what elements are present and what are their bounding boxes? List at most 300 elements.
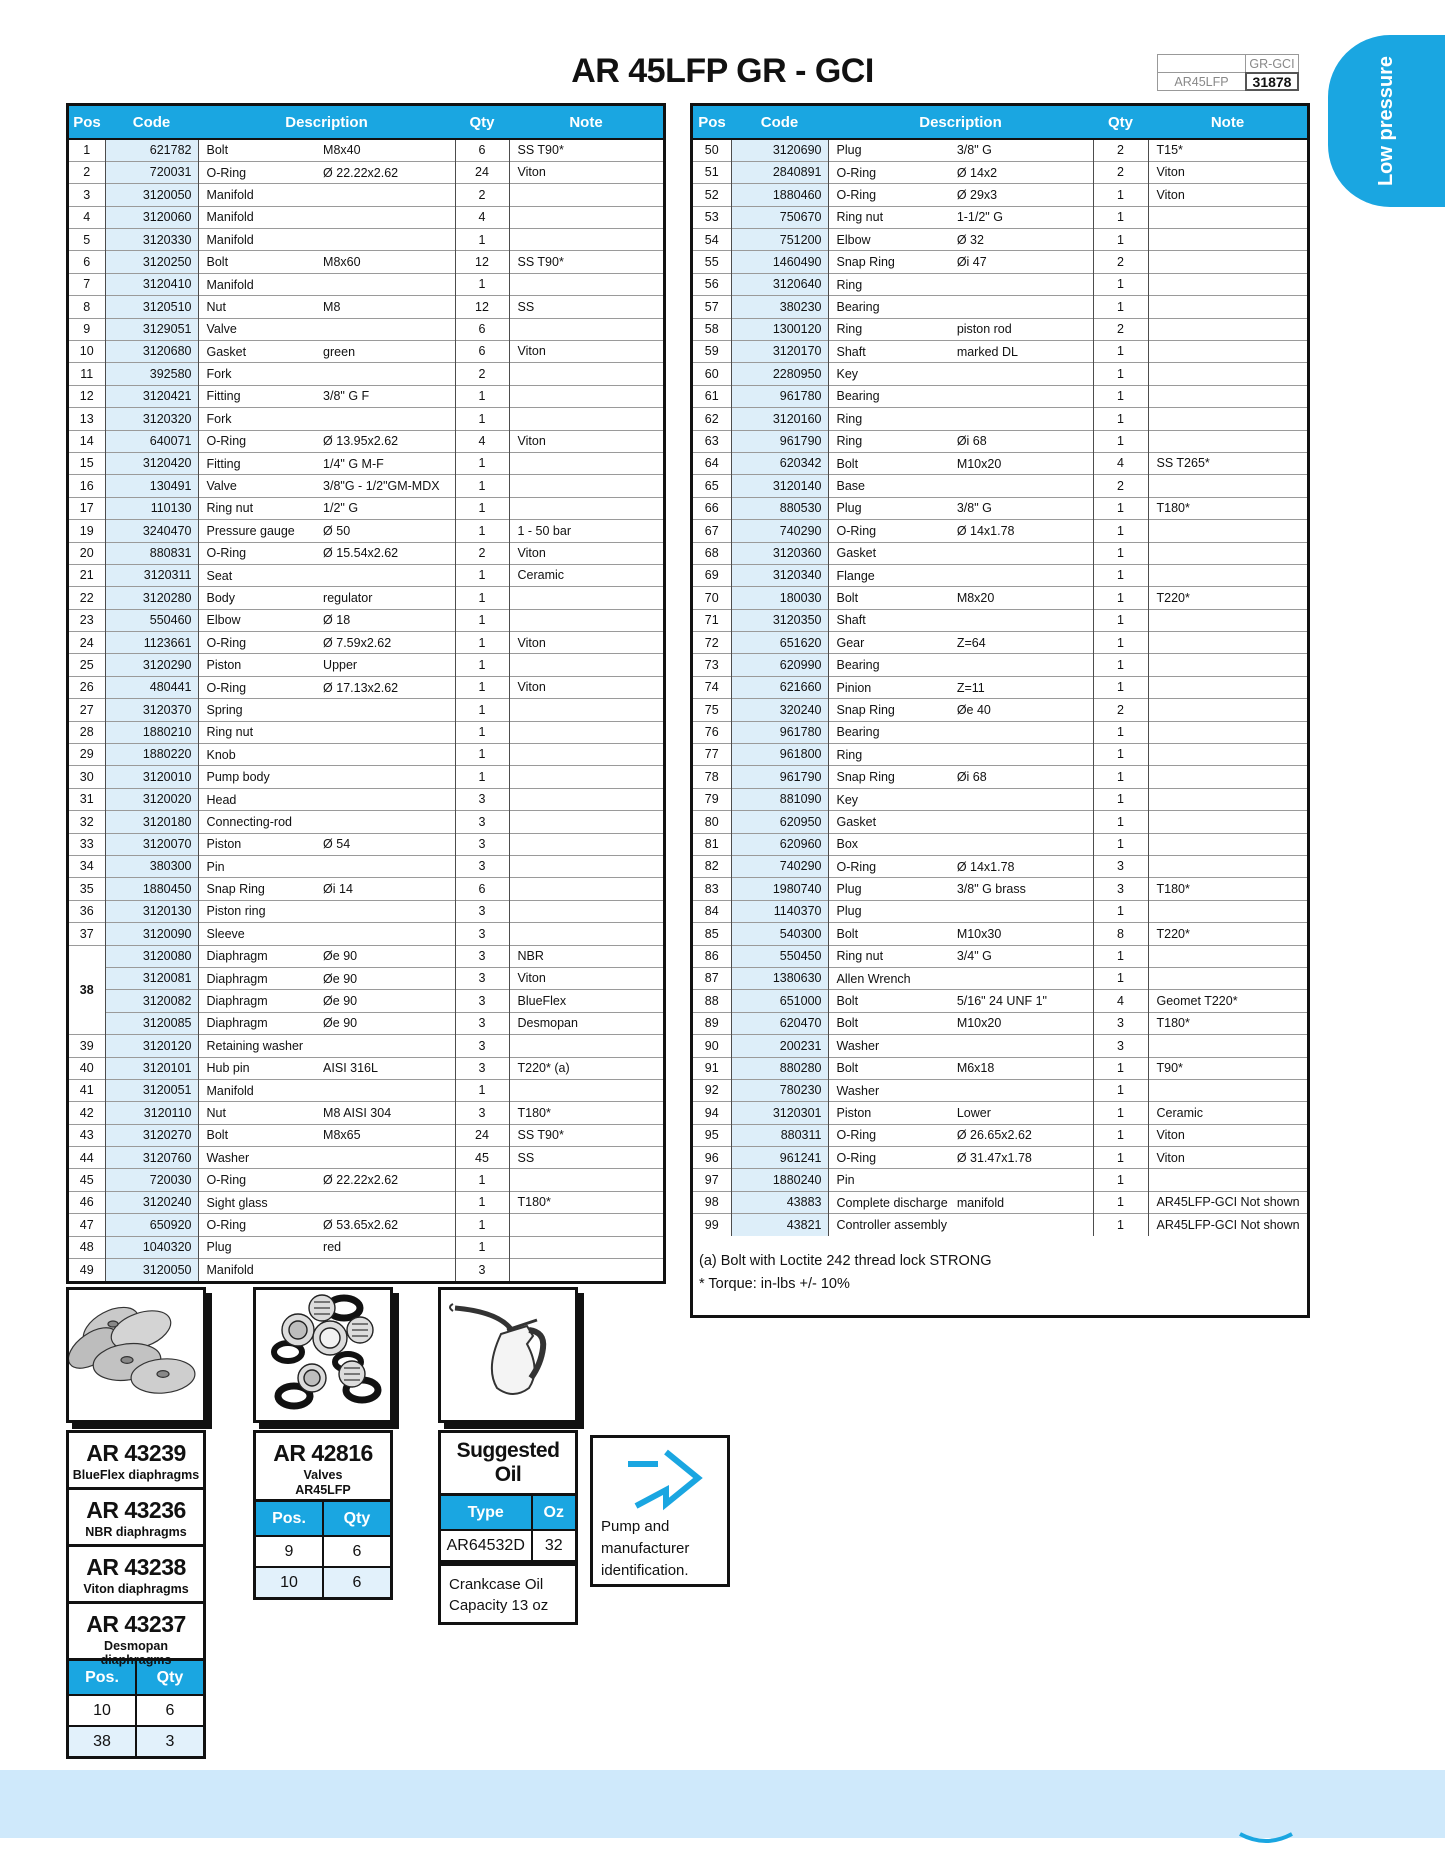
pos-cell: 14: [69, 430, 105, 452]
pos-cell: 78: [693, 766, 731, 788]
qty-cell: 1: [455, 564, 509, 586]
table-row: [69, 833, 663, 855]
code-cell: 620960: [731, 833, 828, 855]
note-cell: [1148, 408, 1307, 430]
table-row: [69, 1259, 663, 1281]
code-cell: 380300: [105, 856, 198, 878]
code-cell: 720031: [105, 161, 198, 183]
note-cell: [509, 788, 663, 810]
note-cell: T180*: [1148, 878, 1307, 900]
qty-cell: 1: [455, 766, 509, 788]
kit-model: AR45LFP: [295, 1483, 351, 1497]
pos-cell: 49: [69, 1259, 105, 1281]
code-cell: 621660: [731, 676, 828, 698]
pos-cell: 6: [69, 251, 105, 273]
code-cell: 180030: [731, 587, 828, 609]
qty-cell: 3: [1093, 1035, 1148, 1057]
code-cell: 3120760: [105, 1147, 198, 1169]
pos-cell: 47: [69, 1214, 105, 1236]
note-cell: AR45LFP-GCI Not shown: [1148, 1214, 1307, 1236]
note-cell: Ceramic: [509, 564, 663, 586]
description-cell: Fitting 3/8" G F: [198, 385, 455, 407]
qty-cell: 1: [455, 273, 509, 295]
table-row: [693, 699, 1307, 721]
description-cell: Key: [828, 363, 1093, 385]
pos-cell: 80: [693, 811, 731, 833]
note-cell: Geomet T220*: [1148, 990, 1307, 1012]
pos-cell: 20: [69, 542, 105, 564]
qty-cell: 2: [1093, 161, 1148, 183]
note-cell: Viton: [1148, 1147, 1307, 1169]
col-code: Code: [105, 106, 198, 139]
description-cell: Piston Lower: [828, 1102, 1093, 1124]
code-cell: 3120690: [731, 139, 828, 161]
description-cell: Manifold: [198, 229, 455, 251]
qty-cell: 6: [455, 318, 509, 340]
code-cell: 620990: [731, 654, 828, 676]
crankcase-note-line2: Capacity 13 oz: [449, 1597, 549, 1614]
diaphragm-kits: [66, 1433, 206, 1759]
description-cell: Nut M8 AISI 304: [198, 1102, 455, 1124]
qty-cell: 1: [1093, 296, 1148, 318]
note-cell: [1148, 699, 1307, 721]
code-cell: 3120680: [105, 341, 198, 363]
parts-table-left: [66, 103, 666, 1284]
pos-cell: 53: [693, 206, 731, 228]
note-cell: [509, 744, 663, 766]
qty-cell: 1: [1093, 497, 1148, 519]
description-cell: Washer: [828, 1079, 1093, 1101]
note-cell: [1148, 1169, 1307, 1191]
qty-cell: 3: [455, 990, 509, 1012]
note-cell: Viton: [1148, 184, 1307, 206]
pos-cell: 58: [693, 318, 731, 340]
code-cell: 751200: [731, 229, 828, 251]
kit-cell: 32: [532, 1530, 577, 1562]
qty-cell: 1: [1093, 833, 1148, 855]
qty-cell: 3: [455, 1012, 509, 1034]
qty-cell: 1: [1093, 587, 1148, 609]
kit-row: [68, 1695, 205, 1726]
description-cell: Spring: [198, 699, 455, 721]
code-cell: 3120250: [105, 251, 198, 273]
col-note: Note: [509, 106, 663, 139]
description-cell: Plug: [828, 900, 1093, 922]
description-cell: Shaft marked DL: [828, 341, 1093, 363]
kit-code: AR 43237: [86, 1611, 186, 1637]
code-cell: 880831: [105, 542, 198, 564]
pos-cell: 48: [69, 1236, 105, 1258]
qty-cell: 1: [1093, 811, 1148, 833]
note-cell: [509, 587, 663, 609]
code-cell: 540300: [731, 923, 828, 945]
table-row: [69, 1191, 663, 1213]
description-cell: Fitting 1/4" G M-F: [198, 452, 455, 474]
table-row: [693, 1147, 1307, 1169]
table-row: [693, 251, 1307, 273]
table-row: [693, 475, 1307, 497]
pos-cell: 16: [69, 475, 105, 497]
note-cell: [1148, 520, 1307, 542]
ref-model: AR45LFP: [1157, 72, 1246, 91]
description-cell: Elbow Ø 18: [198, 609, 455, 631]
qty-cell: 24: [455, 161, 509, 183]
table-row: [69, 1035, 663, 1057]
col-qty: Qty: [1093, 106, 1148, 139]
note-cell: NBR: [509, 945, 663, 967]
table-row: [69, 542, 663, 564]
qty-cell: 1: [1093, 721, 1148, 743]
code-cell: 3120110: [105, 1102, 198, 1124]
kit-col-qty: Qty: [323, 1501, 392, 1537]
diaphragm-pos-qty-table: [66, 1658, 206, 1759]
qty-cell: 1: [1093, 341, 1148, 363]
description-cell: Pinion Z=11: [828, 676, 1093, 698]
table-row: [693, 408, 1307, 430]
code-cell: 3120085: [105, 1012, 198, 1034]
qty-cell: 12: [455, 296, 509, 318]
col-note: Note: [1148, 106, 1307, 139]
kit-label-desmopan: [66, 1601, 206, 1667]
table-row: [693, 609, 1307, 631]
description-cell: O-Ring Ø 31.47x1.78: [828, 1147, 1093, 1169]
qty-cell: 1: [1093, 945, 1148, 967]
pos-cell: 85: [693, 923, 731, 945]
description-cell: Ring: [828, 273, 1093, 295]
table-row: [69, 296, 663, 318]
note-cell: SS: [509, 1147, 663, 1169]
table-row: [69, 609, 663, 631]
code-cell: 3120101: [105, 1057, 198, 1079]
code-cell: 3120410: [105, 273, 198, 295]
qty-cell: 3: [455, 1259, 509, 1281]
table-row: [69, 206, 663, 228]
description-cell: Bolt M10x20: [828, 1012, 1093, 1034]
description-cell: Ring nut 1-1/2" G: [828, 206, 1093, 228]
qty-cell: 1: [1093, 900, 1148, 922]
description-cell: Washer: [828, 1035, 1093, 1057]
qty-cell: 1: [1093, 609, 1148, 631]
table-row: [69, 900, 663, 922]
note-cell: T220*: [1148, 923, 1307, 945]
description-cell: Pin: [198, 856, 455, 878]
qty-cell: 6: [455, 341, 509, 363]
table-row: [693, 721, 1307, 743]
oil-type-table: [438, 1493, 578, 1563]
note-cell: [509, 273, 663, 295]
note-cell: [509, 408, 663, 430]
pos-cell: 82: [693, 856, 731, 878]
qty-cell: 3: [455, 811, 509, 833]
table-row: [693, 229, 1307, 251]
table-row: [693, 184, 1307, 206]
qty-cell: 1: [455, 1079, 509, 1101]
valve-pos-qty-table: [253, 1499, 393, 1600]
code-cell: 3120510: [105, 296, 198, 318]
diaphragms-image: [66, 1287, 206, 1423]
parts-table-right: [690, 103, 1310, 1318]
pos-cell: 28: [69, 721, 105, 743]
table-row: [69, 990, 663, 1012]
description-cell: Plug 3/8" G: [836, 143, 992, 158]
description-cell: Snap Ring Øi 47: [828, 251, 1093, 273]
pos-cell: 60: [693, 363, 731, 385]
description-cell: Connecting-rod: [198, 811, 455, 833]
table-row: [69, 1169, 663, 1191]
table-row: [693, 1035, 1307, 1057]
qty-cell: 1: [1093, 632, 1148, 654]
note-cell: [1148, 318, 1307, 340]
qty-cell: 2: [455, 542, 509, 564]
pos-cell: 19: [69, 520, 105, 542]
table-row: [693, 945, 1307, 967]
code-cell: 3120160: [731, 408, 828, 430]
pos-cell: 22: [69, 587, 105, 609]
table-row: [693, 452, 1307, 474]
note-cell: [1148, 744, 1307, 766]
pos-cell: 38: [69, 945, 105, 1035]
note-cell: [509, 318, 663, 340]
description-cell: Plug 3/8" G brass: [828, 878, 1093, 900]
qty-cell: 1: [455, 497, 509, 519]
kit-name: NBR diaphragms: [85, 1525, 187, 1539]
description-cell: Diaphragm Øe 90: [198, 945, 455, 967]
note-cell: T180*: [509, 1191, 663, 1213]
description-cell: Manifold: [198, 184, 455, 206]
table-row: [693, 273, 1307, 295]
oil-section: [438, 1433, 578, 1625]
table-row: [69, 654, 663, 676]
note-cell: Viton: [509, 161, 663, 183]
qty-cell: 1: [455, 587, 509, 609]
pos-cell: 89: [693, 1012, 731, 1034]
description-cell: Ring nut: [198, 721, 455, 743]
qty-cell: 4: [455, 206, 509, 228]
pos-cell: 87: [693, 967, 731, 989]
table-row: [69, 139, 663, 161]
kit-row: [68, 1726, 205, 1758]
kit-code: AR 43238: [86, 1554, 186, 1580]
pos-cell: 76: [693, 721, 731, 743]
description-cell: Valve: [198, 318, 455, 340]
pos-cell: 43: [69, 1124, 105, 1146]
description-cell: Sight glass: [198, 1191, 455, 1213]
kit-cell: 6: [136, 1695, 205, 1726]
pos-cell: 63: [693, 430, 731, 452]
pos-cell: 75: [693, 699, 731, 721]
pos-cell: 29: [69, 744, 105, 766]
note-cell: T220* (a): [509, 1057, 663, 1079]
pos-cell: 39: [69, 1035, 105, 1057]
description-cell: Ring: [828, 744, 1093, 766]
description-cell: Ring piston rod: [828, 318, 1093, 340]
qty-cell: 6: [455, 139, 509, 161]
note-cell: [1148, 363, 1307, 385]
qty-cell: 1: [1093, 542, 1148, 564]
pos-cell: 95: [693, 1124, 731, 1146]
code-cell: 3120360: [731, 542, 828, 564]
code-cell: 1880460: [731, 184, 828, 206]
code-cell: 1880450: [105, 878, 198, 900]
description-cell: O-Ring Ø 14x1.78: [828, 520, 1093, 542]
pos-cell: 31: [69, 788, 105, 810]
qty-cell: 3: [1093, 1012, 1148, 1034]
description-cell: O-Ring Ø 14x2: [828, 161, 1093, 183]
code-cell: 3120082: [105, 990, 198, 1012]
description-cell: O-Ring Ø 53.65x2.62: [198, 1214, 455, 1236]
note-cell: [509, 452, 663, 474]
description-cell: Diaphragm Øe 90: [198, 967, 455, 989]
code-cell: 880311: [731, 1124, 828, 1146]
note-cell: [1148, 900, 1307, 922]
table-row: [69, 475, 663, 497]
table-row: [693, 1012, 1307, 1034]
pos-cell: 97: [693, 1169, 731, 1191]
pos-cell: 94: [693, 1102, 731, 1124]
note-cell: [509, 497, 663, 519]
pos-cell: 52: [693, 184, 731, 206]
note-cell: [509, 1214, 663, 1236]
note-cell: AR45LFP-GCI Not shown: [1148, 1191, 1307, 1213]
oil-col-oz: Oz: [532, 1495, 577, 1531]
note-cell: [1148, 967, 1307, 989]
oil-col-type: Type: [440, 1495, 532, 1531]
pos-cell: 13: [69, 408, 105, 430]
qty-cell: 3: [1093, 856, 1148, 878]
qty-cell: 1: [1093, 520, 1148, 542]
pos-cell: 77: [693, 744, 731, 766]
description-cell: O-Ring Ø 15.54x2.62: [198, 542, 455, 564]
description-cell: Bolt M8x20: [828, 587, 1093, 609]
pos-cell: 8: [69, 296, 105, 318]
note-cell: [1148, 1079, 1307, 1101]
table-row: [693, 1214, 1307, 1236]
pos-cell: 71: [693, 609, 731, 631]
table-row: [69, 1147, 663, 1169]
table-row: [693, 878, 1307, 900]
description-cell: Ring: [828, 408, 1093, 430]
pos-cell: 15: [69, 452, 105, 474]
diaphragms-illustration: [69, 1290, 203, 1420]
col-qty: Qty: [455, 106, 509, 139]
table-row: [69, 408, 663, 430]
kit-cell: 9: [255, 1536, 324, 1567]
pos-cell: 79: [693, 788, 731, 810]
code-cell: 3120080: [105, 945, 198, 967]
qty-cell: 1: [1093, 788, 1148, 810]
kit-label-blueflex: [66, 1430, 206, 1490]
kit-name: Viton diaphragms: [83, 1582, 189, 1596]
pos-cell: 72: [693, 632, 731, 654]
pos-cell: 11: [69, 363, 105, 385]
code-cell: 3120280: [105, 587, 198, 609]
note-cell: [1148, 296, 1307, 318]
description-cell: Bolt M8x60: [198, 251, 455, 273]
code-cell: 3120020: [105, 788, 198, 810]
table-row: [693, 788, 1307, 810]
description-cell: Bearing: [828, 721, 1093, 743]
pos-cell: 24: [69, 632, 105, 654]
note-cell: [1148, 945, 1307, 967]
pos-cell: 70: [693, 587, 731, 609]
code-cell: 3120130: [105, 900, 198, 922]
table-row: [69, 721, 663, 743]
description-cell: Snap Ring Øe 40: [828, 699, 1093, 721]
kit-cell: 38: [68, 1726, 137, 1758]
ref-doc-number: 31878: [1245, 72, 1299, 91]
kit-label-valves: [253, 1430, 393, 1502]
table-row: [69, 1079, 663, 1101]
code-cell: 740290: [731, 856, 828, 878]
code-cell: 3129051: [105, 318, 198, 340]
pos-cell: 73: [693, 654, 731, 676]
table-row: [693, 341, 1307, 363]
qty-cell: 1: [455, 676, 509, 698]
code-cell: 961790: [731, 766, 828, 788]
description-cell: Body regulator: [198, 587, 455, 609]
table-row: [693, 923, 1307, 945]
qty-cell: 3: [455, 833, 509, 855]
qty-cell: 2: [1093, 139, 1148, 161]
qty-cell: 3: [455, 945, 509, 967]
qty-cell: 1: [455, 1214, 509, 1236]
table-row: [693, 385, 1307, 407]
table-row: [693, 564, 1307, 586]
table-row: [69, 341, 663, 363]
description-cell: Snap Ring Øi 68: [828, 766, 1093, 788]
table-row: [69, 676, 663, 698]
table-row: [693, 1079, 1307, 1101]
table-row: [69, 385, 663, 407]
code-cell: 1040320: [105, 1236, 198, 1258]
ref-series: GR-GCI: [1245, 54, 1299, 73]
table-header-row: [693, 106, 1307, 139]
code-cell: 740290: [731, 520, 828, 542]
table-row: [69, 744, 663, 766]
qty-cell: 1: [1093, 1079, 1148, 1101]
qty-cell: 1: [1093, 206, 1148, 228]
table-row: [69, 1124, 663, 1146]
note-cell: SS T265*: [1148, 452, 1307, 474]
table-row: [69, 811, 663, 833]
pos-cell: 36: [69, 900, 105, 922]
qty-cell: 1: [455, 744, 509, 766]
description-cell: Gasket: [828, 811, 1093, 833]
table-row: [693, 632, 1307, 654]
description-cell: Pin: [828, 1169, 1093, 1191]
pos-cell: 99: [693, 1214, 731, 1236]
note-cell: [1148, 833, 1307, 855]
note-cell: Ceramic: [1148, 1102, 1307, 1124]
note-cell: [1148, 632, 1307, 654]
qty-cell: 2: [1093, 251, 1148, 273]
table-row: [693, 967, 1307, 989]
page-title: AR 45LFP GR - GCI: [571, 52, 874, 90]
note-cell: [1148, 273, 1307, 295]
pos-cell: 12: [69, 385, 105, 407]
table-row: [693, 139, 1307, 161]
oil-can-image: [438, 1287, 578, 1423]
qty-cell: 6: [455, 878, 509, 900]
table-row: [693, 856, 1307, 878]
identification-text-line3: identification.: [601, 1561, 689, 1579]
description-cell: Plug red: [198, 1236, 455, 1258]
code-cell: 320240: [731, 699, 828, 721]
qty-cell: 1: [1093, 1214, 1148, 1236]
pos-cell: 98: [693, 1191, 731, 1213]
note-cell: Desmopan: [509, 1012, 663, 1034]
footnote-torque: * Torque: in-lbs +/- 10%: [699, 1275, 850, 1292]
